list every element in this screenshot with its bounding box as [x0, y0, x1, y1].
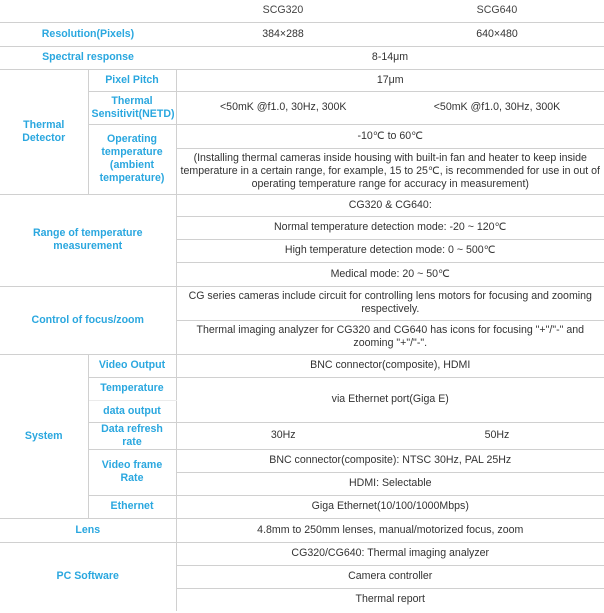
temp-output-row-1 [0, 377, 604, 400]
lens-row [0, 518, 604, 542]
system-label: System [0, 354, 88, 518]
spectral-value: 8-14μm [176, 46, 604, 69]
focus-row-1 [0, 286, 604, 320]
header-scg320: SCG320 [176, 0, 390, 22]
refresh-label: Data refresh rate [88, 422, 176, 449]
header-scg640: SCG640 [390, 0, 604, 22]
pixel-pitch-row [0, 69, 604, 91]
netd-label: Thermal Sensitivit(NETD) [88, 91, 176, 124]
software-value-1: CG320/CG640: Thermal imaging analyzer [176, 542, 604, 565]
range-high: High temperature detection mode: 0 ~ 500℃ [176, 239, 604, 262]
spectral-row [0, 46, 604, 69]
video-output-label: Video Output [88, 354, 176, 377]
pixel-pitch-value: 17μm [176, 69, 604, 91]
netd-row [0, 91, 604, 124]
temp-output-value: via Ethernet port(Giga E) [176, 377, 604, 422]
ethernet-row [0, 495, 604, 518]
netd-scg640: <50mK @f1.0, 30Hz, 300K [390, 91, 604, 124]
header-row [0, 0, 604, 22]
video-output-value: BNC connector(composite), HDMI [176, 354, 604, 377]
software-value-3: Thermal report [355, 593, 425, 606]
thermal-detector-label: Thermal Detector [0, 69, 88, 194]
range-normal: Normal temperature detection mode: -20 ~ 120℃ [176, 216, 604, 239]
range-medical: Medical mode: 20 ~ 50℃ [176, 262, 604, 286]
frame-rate-value-1: BNC connector(composite): NTSC 30Hz, PAL 25Hz [176, 449, 604, 472]
lens-label: Lens [0, 518, 176, 542]
focus-line-2: Thermal imaging analyzer for CG320 and CG640 has icons for focusing "+"/"-" and zooming "+"/"-". [176, 320, 604, 354]
focus-label: Control of focus/zoom [0, 286, 176, 354]
software-label: PC Software [0, 542, 176, 611]
spectral-label: Spectral response [0, 46, 176, 69]
frame-rate-label: Video frame Rate [88, 449, 176, 495]
refresh-scg640: 50Hz [390, 422, 604, 449]
refresh-row [0, 422, 604, 449]
ethernet-label: Ethernet [88, 495, 176, 518]
frame-rate-row-1 [0, 449, 604, 472]
refresh-scg320: 30Hz [176, 422, 390, 449]
ethernet-value: Giga Ethernet(10/100/1000Mbps) [176, 495, 604, 518]
range-models: CG320 & CG640: [176, 194, 604, 216]
frame-rate-value-2: HDMI: Selectable [176, 472, 604, 495]
range-label: Range of temperature measurement [0, 194, 176, 286]
operating-temp-value: -10℃ to 60℃ [176, 124, 604, 148]
temp-output-label-2: data output [88, 400, 176, 422]
resolution-row [0, 22, 604, 46]
operating-temp-label: Operating temperature (ambient temperature) [88, 124, 176, 194]
resolution-scg640: 640×480 [390, 22, 604, 46]
pixel-pitch-label: Pixel Pitch [88, 69, 176, 91]
range-models-row [0, 194, 604, 216]
focus-line-1: CG series cameras include circuit for controlling lens motors for focusing and zooming respectively. [176, 286, 604, 320]
header-empty [0, 0, 176, 22]
resolution-label: Resolution(Pixels) [0, 22, 176, 46]
operating-temp-row [0, 124, 604, 148]
temp-output-label-1: Temperature [88, 377, 176, 400]
lens-value: 4.8mm to 250mm lenses, manual/motorized focus, zoom [176, 518, 604, 542]
netd-scg320: <50mK @f1.0, 30Hz, 300K [176, 91, 390, 124]
video-output-row [0, 354, 604, 377]
software-row-1 [0, 542, 604, 565]
operating-temp-note: (Installing thermal cameras inside housing with built-in fan and heater to keep inside temperature in a certain range, for example, 15 to 25℃, is recommended for use in out of operating temperature range for accuracy in measurement) [176, 148, 604, 194]
software-value-2: Camera controller [176, 565, 604, 588]
resolution-scg320: 384×288 [176, 22, 390, 46]
